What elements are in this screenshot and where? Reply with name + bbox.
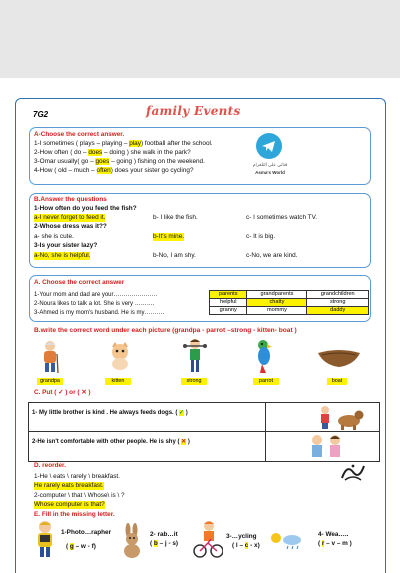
fill-word-4: 4- Wea….. xyxy=(318,531,349,538)
option-cell: daddy xyxy=(307,307,369,315)
section-a-item-3: 3-Omar usually( go – goes – going ) fishing on the weekend. xyxy=(34,158,205,165)
put-row-2: 2-He isn't comfortable with other people. He is shy ( ✕ ) xyxy=(32,439,190,445)
logo-name: Asma's World xyxy=(255,170,285,175)
rabbit-picture xyxy=(120,523,144,559)
strong-picture xyxy=(183,338,207,374)
reorder-heading: D. reorder. xyxy=(34,462,66,469)
option-cell: grandchildren xyxy=(307,291,369,299)
section-a-heading: A-Choose the correct answer. xyxy=(34,131,125,138)
section-b-heading: B.Answer the questions xyxy=(34,196,107,203)
section-b-q2-option-a: a- she is cute. xyxy=(34,233,74,240)
boy-feeding-dog-picture xyxy=(317,405,367,430)
section-b-q3-option-a: a-No, she is helpful. xyxy=(34,252,91,259)
choose-sentence-2: 2-Noura likes to talk a lot. She is very ………. xyxy=(34,301,155,307)
section-b-q2-option-c: c- It is big. xyxy=(246,233,276,240)
section-b-q1-option-b: b- I like the fish. xyxy=(153,214,198,221)
section-b-question-3: 3-Is your sister lazy? xyxy=(34,242,98,249)
fill-word-1: 1-Photo…rapher xyxy=(61,529,112,536)
shy-child-picture xyxy=(307,433,347,460)
class-code: 7G2 xyxy=(33,110,49,119)
put-row-1: 1- My little brother is kind . He always feeds dogs. ( ✓ ) xyxy=(32,410,188,416)
fill-heading: E. Fill in the missing letter. xyxy=(34,511,115,518)
boat-picture xyxy=(316,347,362,369)
section-b-q3-option-b: b-No, I am shy. xyxy=(153,252,196,259)
option-cell: mommy xyxy=(247,307,307,315)
option-cell: helpful xyxy=(210,299,247,307)
photographer-picture xyxy=(33,519,57,559)
worksheet-title: family Events xyxy=(146,104,241,118)
choose-options-table xyxy=(209,290,369,315)
option-cell: granny xyxy=(210,307,247,315)
picture-label-parrot: parrot xyxy=(253,378,279,385)
option-cell: strong xyxy=(307,299,369,307)
choose-sentence-1: 1-Your mom and dad are your…………………. xyxy=(34,292,158,298)
section-b-question-1: 1-How often do you feed the fish? xyxy=(34,205,137,212)
fill-word-2: 2- rab…it xyxy=(150,531,178,538)
put-heading: C. Put ( ✓ ) or ( ✕ ) xyxy=(34,389,91,396)
put-table-divider xyxy=(265,403,266,461)
parrot-picture xyxy=(254,338,276,374)
cycling-picture xyxy=(193,519,223,559)
fill-options-2: ( b – j - s) xyxy=(150,540,179,547)
fill-options-3: ( l – c - x) xyxy=(232,542,260,549)
fill-options-4: ( r – v – m ) xyxy=(318,540,352,547)
option-cell: parents xyxy=(210,291,247,299)
logo-arabic-text: قناتي على التلغرام xyxy=(252,162,288,167)
reorder-answer-1: He rarely eats breakfast. xyxy=(34,482,104,489)
kitten-picture xyxy=(107,341,133,371)
reorder-question-2: 2-computer \ that \ Whose\ is \ ? xyxy=(34,492,125,499)
telegram-icon xyxy=(256,133,282,159)
weather-picture xyxy=(268,528,308,550)
section-choose-heading: A. Choose the correct answer xyxy=(34,279,125,286)
choose-sentence-3: 3-Ahmed is my mom's husband. He is my………. xyxy=(34,310,165,316)
reorder-answer-2: Whose computer is that? xyxy=(34,501,105,508)
picture-label-grandpa: grandpa xyxy=(37,378,63,385)
put-table xyxy=(28,402,380,462)
grandpa-picture xyxy=(40,340,60,374)
fill-word-3: 3-…ycling xyxy=(226,533,257,540)
picture-label-strong: strong xyxy=(181,378,207,385)
section-a-item-4: 4-How ( old – much – often) does your sister go cycling? xyxy=(34,167,194,174)
fill-options-1: ( g – w - f) xyxy=(66,543,96,550)
section-b-question-2: 2-Whose dress was it?? xyxy=(34,223,107,230)
section-b-q3-option-c: c-No, we are kind. xyxy=(246,252,298,259)
put-table-row-divider xyxy=(29,431,379,432)
section-a-item-1: 1-I sometimes ( plays – playing – play) football after the school. xyxy=(34,140,213,147)
section-b-q1-option-c: c- I sometimes watch TV. xyxy=(246,214,318,221)
picture-label-kitten: kitten xyxy=(105,378,131,385)
option-cell: chatty xyxy=(247,299,307,307)
calligraphy-emblem xyxy=(339,460,367,484)
pictures-heading: B.write the correct word under each picture (grandpa - parrot –strong - kitten- boat ) xyxy=(34,327,297,334)
picture-label-boat: boat xyxy=(327,378,347,385)
reorder-question-1: 1-He \ eats \ rarely \ breakfast. xyxy=(34,473,120,480)
section-a-item-2: 2-How often ( do – does – doing ) she walk in the park? xyxy=(34,149,191,156)
section-b-q1-option-a: a-I never forget to feed it. xyxy=(34,214,106,221)
section-b-q2-option-b: b-It's mine. xyxy=(153,233,185,240)
option-cell: grandparents xyxy=(247,291,307,299)
